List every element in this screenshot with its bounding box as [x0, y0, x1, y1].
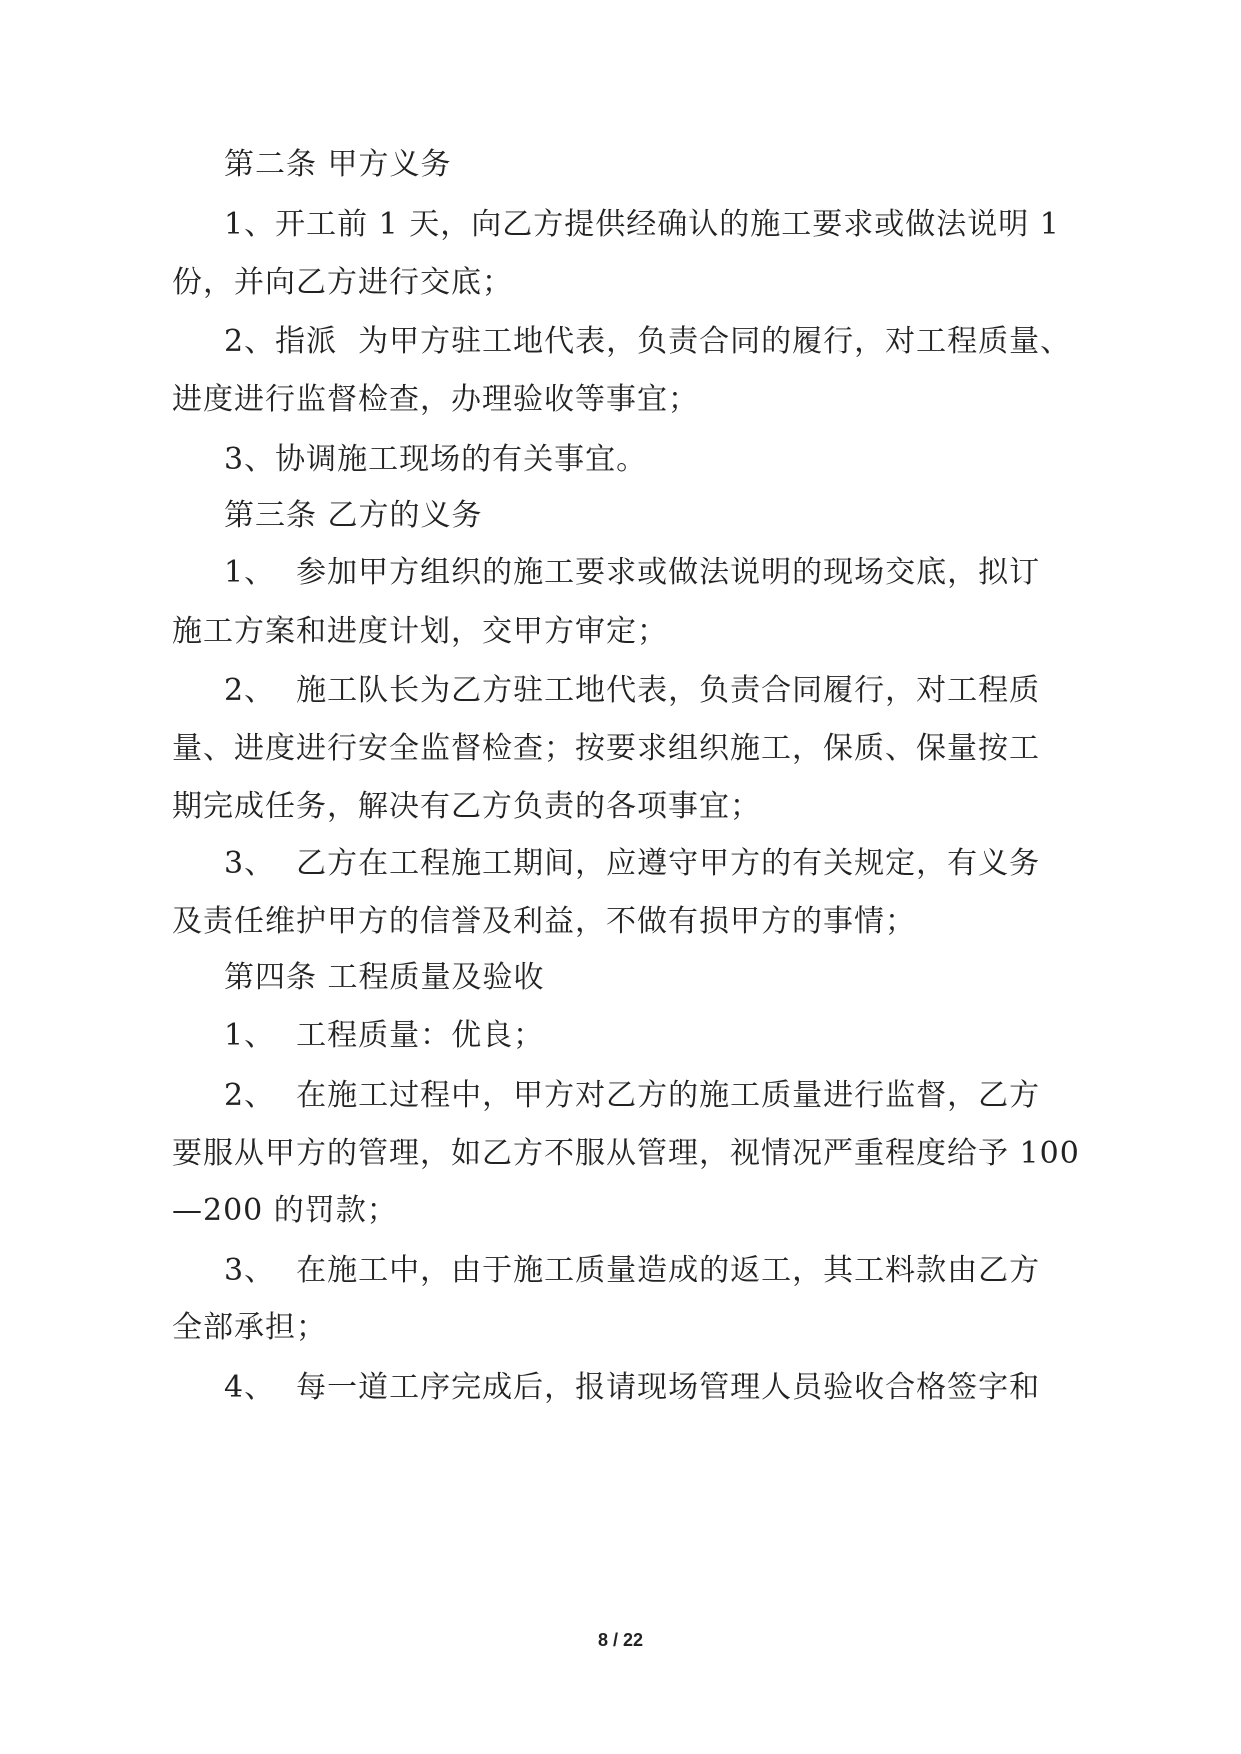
paragraph-line: 4、 每一道工序完成后，报请现场管理人员验收合格签字和 — [224, 1370, 1041, 1405]
paragraph-line: 要服从甲方的管理，如乙方不服从管理，视情况严重程度给予 100 — [172, 1136, 1080, 1171]
paragraph-line: 3、 乙方在工程施工期间，应遵守甲方的有关规定，有义务 — [224, 846, 1041, 881]
paragraph-line: 2、 在施工过程中，甲方对乙方的施工质量进行监督，乙方 — [224, 1078, 1041, 1113]
paragraph-line: 2、 施工队长为乙方驻工地代表，负责合同履行，对工程质 — [224, 673, 1041, 708]
paragraph-line: 施工方案和进度计划，交甲方审定； — [172, 614, 668, 649]
paragraph-line: —200 的罚款； — [172, 1193, 398, 1228]
paragraph-line: 2、指派 为甲方驻工地代表，负责合同的履行，对工程质量、 — [224, 324, 1072, 359]
paragraph-line: 全部承担； — [172, 1310, 327, 1345]
section-heading-3: 第三条 乙方的义务 — [224, 498, 483, 533]
paragraph-line: 期完成任务，解决有乙方负责的各项事宜； — [172, 789, 761, 824]
paragraph-line: 3、协调施工现场的有关事宜。 — [224, 442, 648, 477]
paragraph-line: 3、 在施工中，由于施工质量造成的返工，其工料款由乙方 — [224, 1253, 1041, 1288]
paragraph-line: 1、开工前 1 天，向乙方提供经确认的施工要求或做法说明 1 — [224, 207, 1060, 242]
paragraph-line: 份，并向乙方进行交底； — [172, 265, 513, 300]
paragraph-line: 1、 参加甲方组织的施工要求或做法说明的现场交底，拟订 — [224, 555, 1041, 590]
paragraph-line: 进度进行监督检查，办理验收等事宜； — [172, 382, 699, 417]
paragraph-line: 及责任维护甲方的信誉及利益，不做有损甲方的事情； — [172, 904, 916, 939]
paragraph-line: 1、 工程质量：优良； — [224, 1018, 545, 1053]
page-number: 8 / 22 — [597, 1630, 644, 1650]
section-heading-2: 第二条 甲方义务 — [224, 147, 452, 182]
section-heading-4: 第四条 工程质量及验收 — [224, 960, 545, 995]
paragraph-line: 量、进度进行安全监督检查；按要求组织施工，保质、保量按工 — [172, 731, 1040, 766]
